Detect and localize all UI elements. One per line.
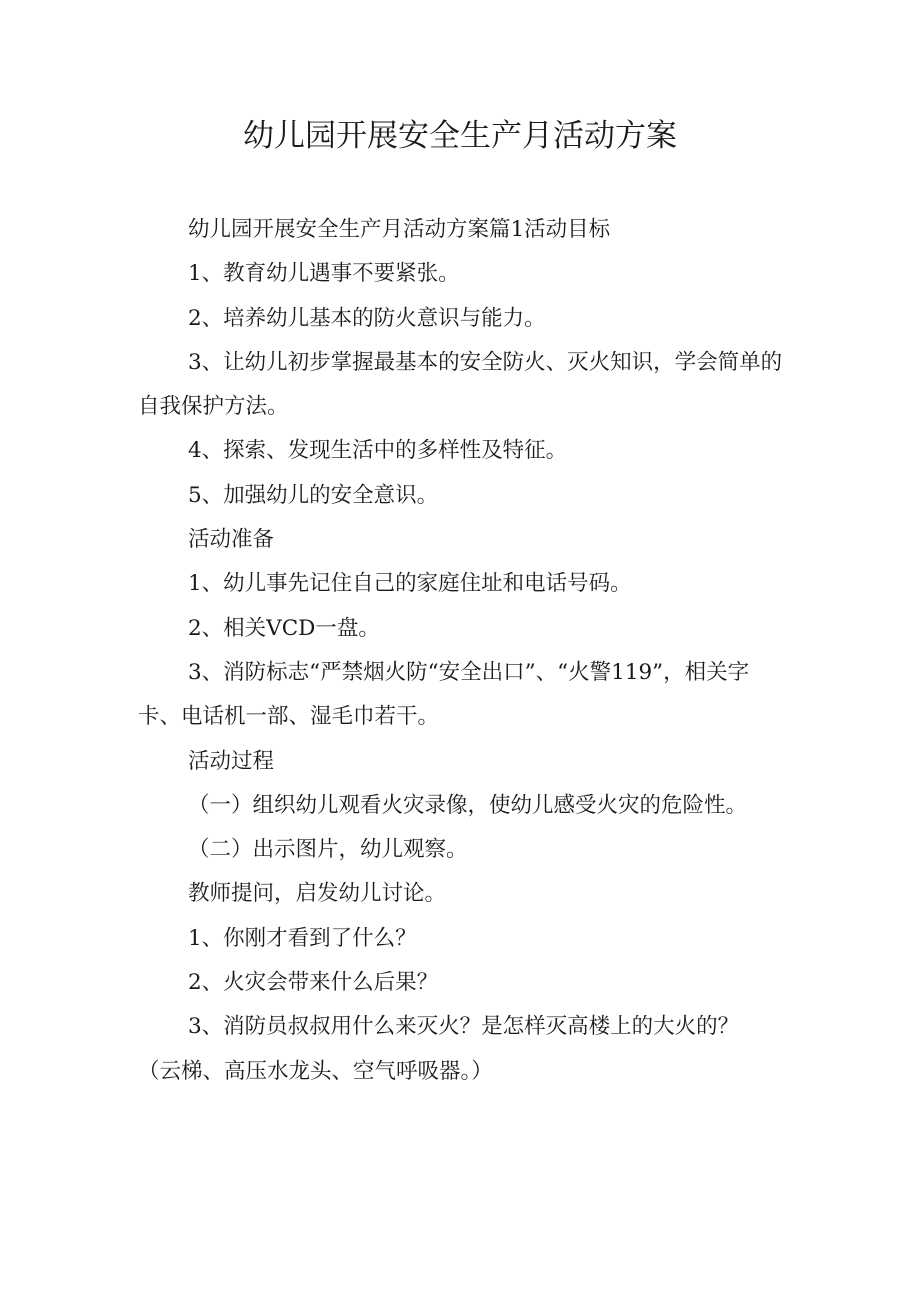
heading-process: 活动过程 (188, 748, 275, 774)
paragraph-teacher-question: 教师提问，启发幼儿讨论。 (188, 881, 447, 907)
paragraph-question-2: 2、火灾会带来什么后果？ (188, 970, 439, 996)
paragraph-process-2: （二）出示图片，幼儿观察。 (188, 837, 468, 863)
paragraph-intro-goal: 幼儿园开展安全生产月活动方案篇1活动目标 (188, 217, 611, 242)
paragraph-goal-1: 1、教育幼儿遇事不要紧张。 (188, 261, 460, 287)
document-title: 幼儿园开展安全生产月活动方案 (243, 118, 677, 154)
paragraph-goal-4: 4、探索、发现生活中的多样性及特征。 (188, 438, 568, 464)
paragraph-process-1: （一）组织幼儿观看火灾录像，使幼儿感受火灾的危险性。 (188, 792, 748, 818)
paragraph-prep-2: 2、相关VCD一盘。 (188, 615, 380, 641)
paragraph-goal-3: 3、让幼儿初步掌握最基本的安全防火、灭火知识，学会简单的自我保护方法。 (138, 349, 783, 420)
document-body (138, 208, 786, 1094)
paragraph-prep-3: 3、消防标志“严禁烟火防“安全出口”、“火警119”，相关字卡、电话机一部、湿毛巾若干。 (138, 659, 750, 730)
heading-preparation: 活动准备 (188, 527, 275, 553)
paragraph-question-3: 3、消防员叔叔用什么来灭火？是怎样灭高楼上的大火的？ (188, 1014, 740, 1040)
paragraph-goal-2: 2、培养幼儿基本的防火意识与能力。 (188, 305, 546, 331)
paragraph-goal-5: 5、加强幼儿的安全意识。 (188, 482, 439, 508)
paragraph-answer: （云梯、高压水龙头、空气呼吸器。） (138, 1058, 493, 1084)
paragraph-question-1: 1、你刚才看到了什么？ (188, 925, 417, 951)
paragraph-prep-1: 1、幼儿事先记住自己的家庭住址和电话号码。 (188, 571, 632, 597)
